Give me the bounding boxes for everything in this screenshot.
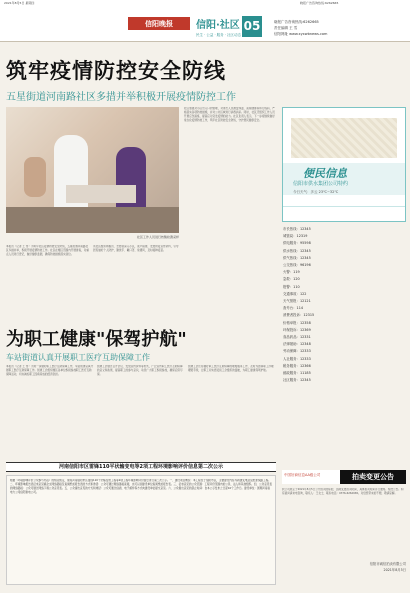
- main-headline: 筑牢疫情防控安全防线: [6, 58, 226, 83]
- auction-sponsor: 中国好商信息AA级公司: [284, 473, 321, 477]
- website-line: 信阳网址 www.xyxwbnews.com: [274, 32, 328, 36]
- hotline-item: 社区服务：12345: [283, 378, 311, 383]
- hotline-item: 报警：110: [283, 284, 300, 289]
- newspaper-logo: 信阳晚报: [128, 17, 190, 30]
- issue-date: 2021年8月5日 星期四: [4, 1, 35, 5]
- hotline-item: 环保投诉：12369: [283, 327, 311, 332]
- hotline-item: 供水热线：12345: [283, 248, 311, 253]
- auction-company: 信阳市诚信拍卖有限公司: [369, 562, 406, 566]
- sidebox-title: 便民信息: [303, 167, 347, 180]
- hotline-item: 价格举报：12358: [283, 320, 311, 325]
- auction-header: [282, 470, 406, 484]
- divider: [283, 206, 405, 207]
- hotline-item: 市长热线：12345: [283, 227, 311, 231]
- hotline-item: 供电服务：95598: [283, 241, 311, 246]
- article-column: 街道工会还将做好职工医疗互助保障的理赔服务工作，及时为患病职工办理理赔手续，让职工切实感受到工会组织的温暖，为职工健康保驾护航。: [188, 365, 274, 372]
- second-subhead: 车站街道认真开展职工医疗互助保障工作: [6, 353, 150, 362]
- hotline-item: 劳动保障：12333: [283, 349, 311, 354]
- article-column: 本报讯（记者 王 雪）为筑牢社区疫情防控安全防线，五星街道河南路社区多措并举，积极开展疫情防控工作。社区在辖区范围内开展排查，对重点人员进行登记，做好健康监测，确保防控措施落实到位。: [6, 245, 89, 256]
- hotline-item: 供气热线：12345: [283, 255, 311, 260]
- hotline-item: 城管局：12319: [283, 234, 308, 239]
- auction-date: 2021年8月5日: [383, 567, 406, 572]
- top-bar: [0, 0, 410, 7]
- hotline-item: 食品药品：12331: [283, 335, 311, 340]
- section-subtitle: 民生 · 公益 · 服务 · 社区动态: [196, 33, 242, 37]
- hotline-item: 交通事故：122: [283, 291, 307, 296]
- article-column: 街道工会通过召开会议、发放宣传资料等形式，广泛宣传职工医疗互助保障的意义和政策，提高职工的参与意识，动员广大职工积极参加，确保应保尽保。: [97, 365, 183, 376]
- page-header: [0, 7, 410, 42]
- auction-footer: [282, 562, 406, 573]
- decorative-pattern: [291, 118, 397, 158]
- ad-title: 河南信阳市区雷锋110平状输变电等2项工程环境影响评价信息第二次公示: [6, 462, 276, 472]
- publication-info: [274, 19, 327, 37]
- weather-line: 今日天气：多云 23℃~32℃: [293, 190, 339, 194]
- second-headline: 为职工健康"保驾护航": [6, 329, 187, 350]
- hotline-item: 邮政服务：11185: [283, 371, 311, 376]
- hotline-item: 天气预报：12121: [283, 299, 311, 304]
- news-photo: [6, 107, 179, 233]
- auction-body: 我公司原定于2021年8月5日公开拍卖的标的，因故变更拍卖时间，具体拍卖时间另行通知。特此公告。如有疑问请来电咨询，联系人：王女士，联系电话：0376-6262665。对给您带来的不便，敬请谅解。: [282, 488, 404, 495]
- hotline-item: 公交热线：96196: [283, 263, 311, 268]
- ad-notice-box: [6, 475, 276, 585]
- hotline-item: 消费者投诉：12315: [283, 313, 315, 318]
- main-subhead: 五星街道河南路社区多措并举积极开展疫情防控工作: [6, 92, 236, 103]
- editor-line: 晓报广告咨询热线:6262665: [274, 20, 319, 24]
- article-column: 本报讯（记者 王 雪）为进一步做好职工医疗互助保障工作，车站街道认真开展职工医疗互助保障工作。街道工会组织辖区各单位积极参加职工医疗互助保障活动，切实减轻职工因病造成的经济负担。: [6, 365, 94, 376]
- hotline-item: 火警：119: [283, 270, 300, 275]
- editor-line: 责任编辑 王 雪: [274, 26, 298, 30]
- article-column: 社区加强对小区出入口的管理，对进出人员测量体温、查验健康码和行程码，严格落实各项防控措施，并对公共区域进行消毒消杀。同时，社区还组织工作人员开展应急演练，提高应对突发疫情的能力。社区负责人表示，下一步将继续做好常态化疫情防控工作，筑牢社区防控安全防线，守护居民健康安全。: [184, 107, 275, 122]
- photo-caption: 社区工作人员进行核酸检测采样: [136, 235, 179, 239]
- section-title: 信阳·社区: [196, 20, 240, 31]
- hotline-item: 查号台：114: [283, 306, 304, 311]
- hotline-item: 税务服务：12366: [283, 363, 311, 368]
- ad-hotline: 晓报广告咨询热线:6262665: [300, 1, 339, 5]
- hotline-item: 法律援助：12348: [283, 342, 311, 347]
- page-number: 05: [242, 16, 262, 37]
- article-column: 该社区组织网格员、志愿者深入小区，逐户摸排，发放防疫宣传资料，引导居民做好个人防护，勤洗手、戴口罩、常通风，及时接种疫苗。: [93, 245, 179, 252]
- sidebox-sponsor: 信阳市供水集团公司特约: [293, 181, 349, 187]
- hotline-list: [283, 226, 407, 396]
- hotline-item: 急救：120: [283, 277, 300, 282]
- ad-body: 根据《环境影响评价公众参与办法》的相关规定，现将河南信阳市区雷锋110千伏输变电工程等2项工程环境影响评价信息进行第二次公示。一、建设项目概况：本工程位于信阳市区，主要建设内容为新建变电站及配套线路工程。二、环境影响报告表征求意见稿全文网络链接及查阅纸质报告表的方式和途径：公众可通过网络链接查阅，也可以到建设单位查阅纸质报告表。三、征求意见的公众范围：工程评价范围内的公民、法人和其他组织。四、公众意见表的网络链接：公众可通过网络下载公众意见表。五、公众提出意见的方式和途径：公众可通过信函、电子邮件等方式向建设单位提交意见。六、公众提出意见的起止时间：自本公示发布之日起10个工作日。建设单位：国网河南省电力公司信阳供电公司。: [10, 479, 272, 494]
- hotline-item: 人社服务：12333: [283, 356, 311, 361]
- convenience-info-box: [282, 107, 406, 222]
- auction-title: 拍卖变更公告: [340, 470, 406, 484]
